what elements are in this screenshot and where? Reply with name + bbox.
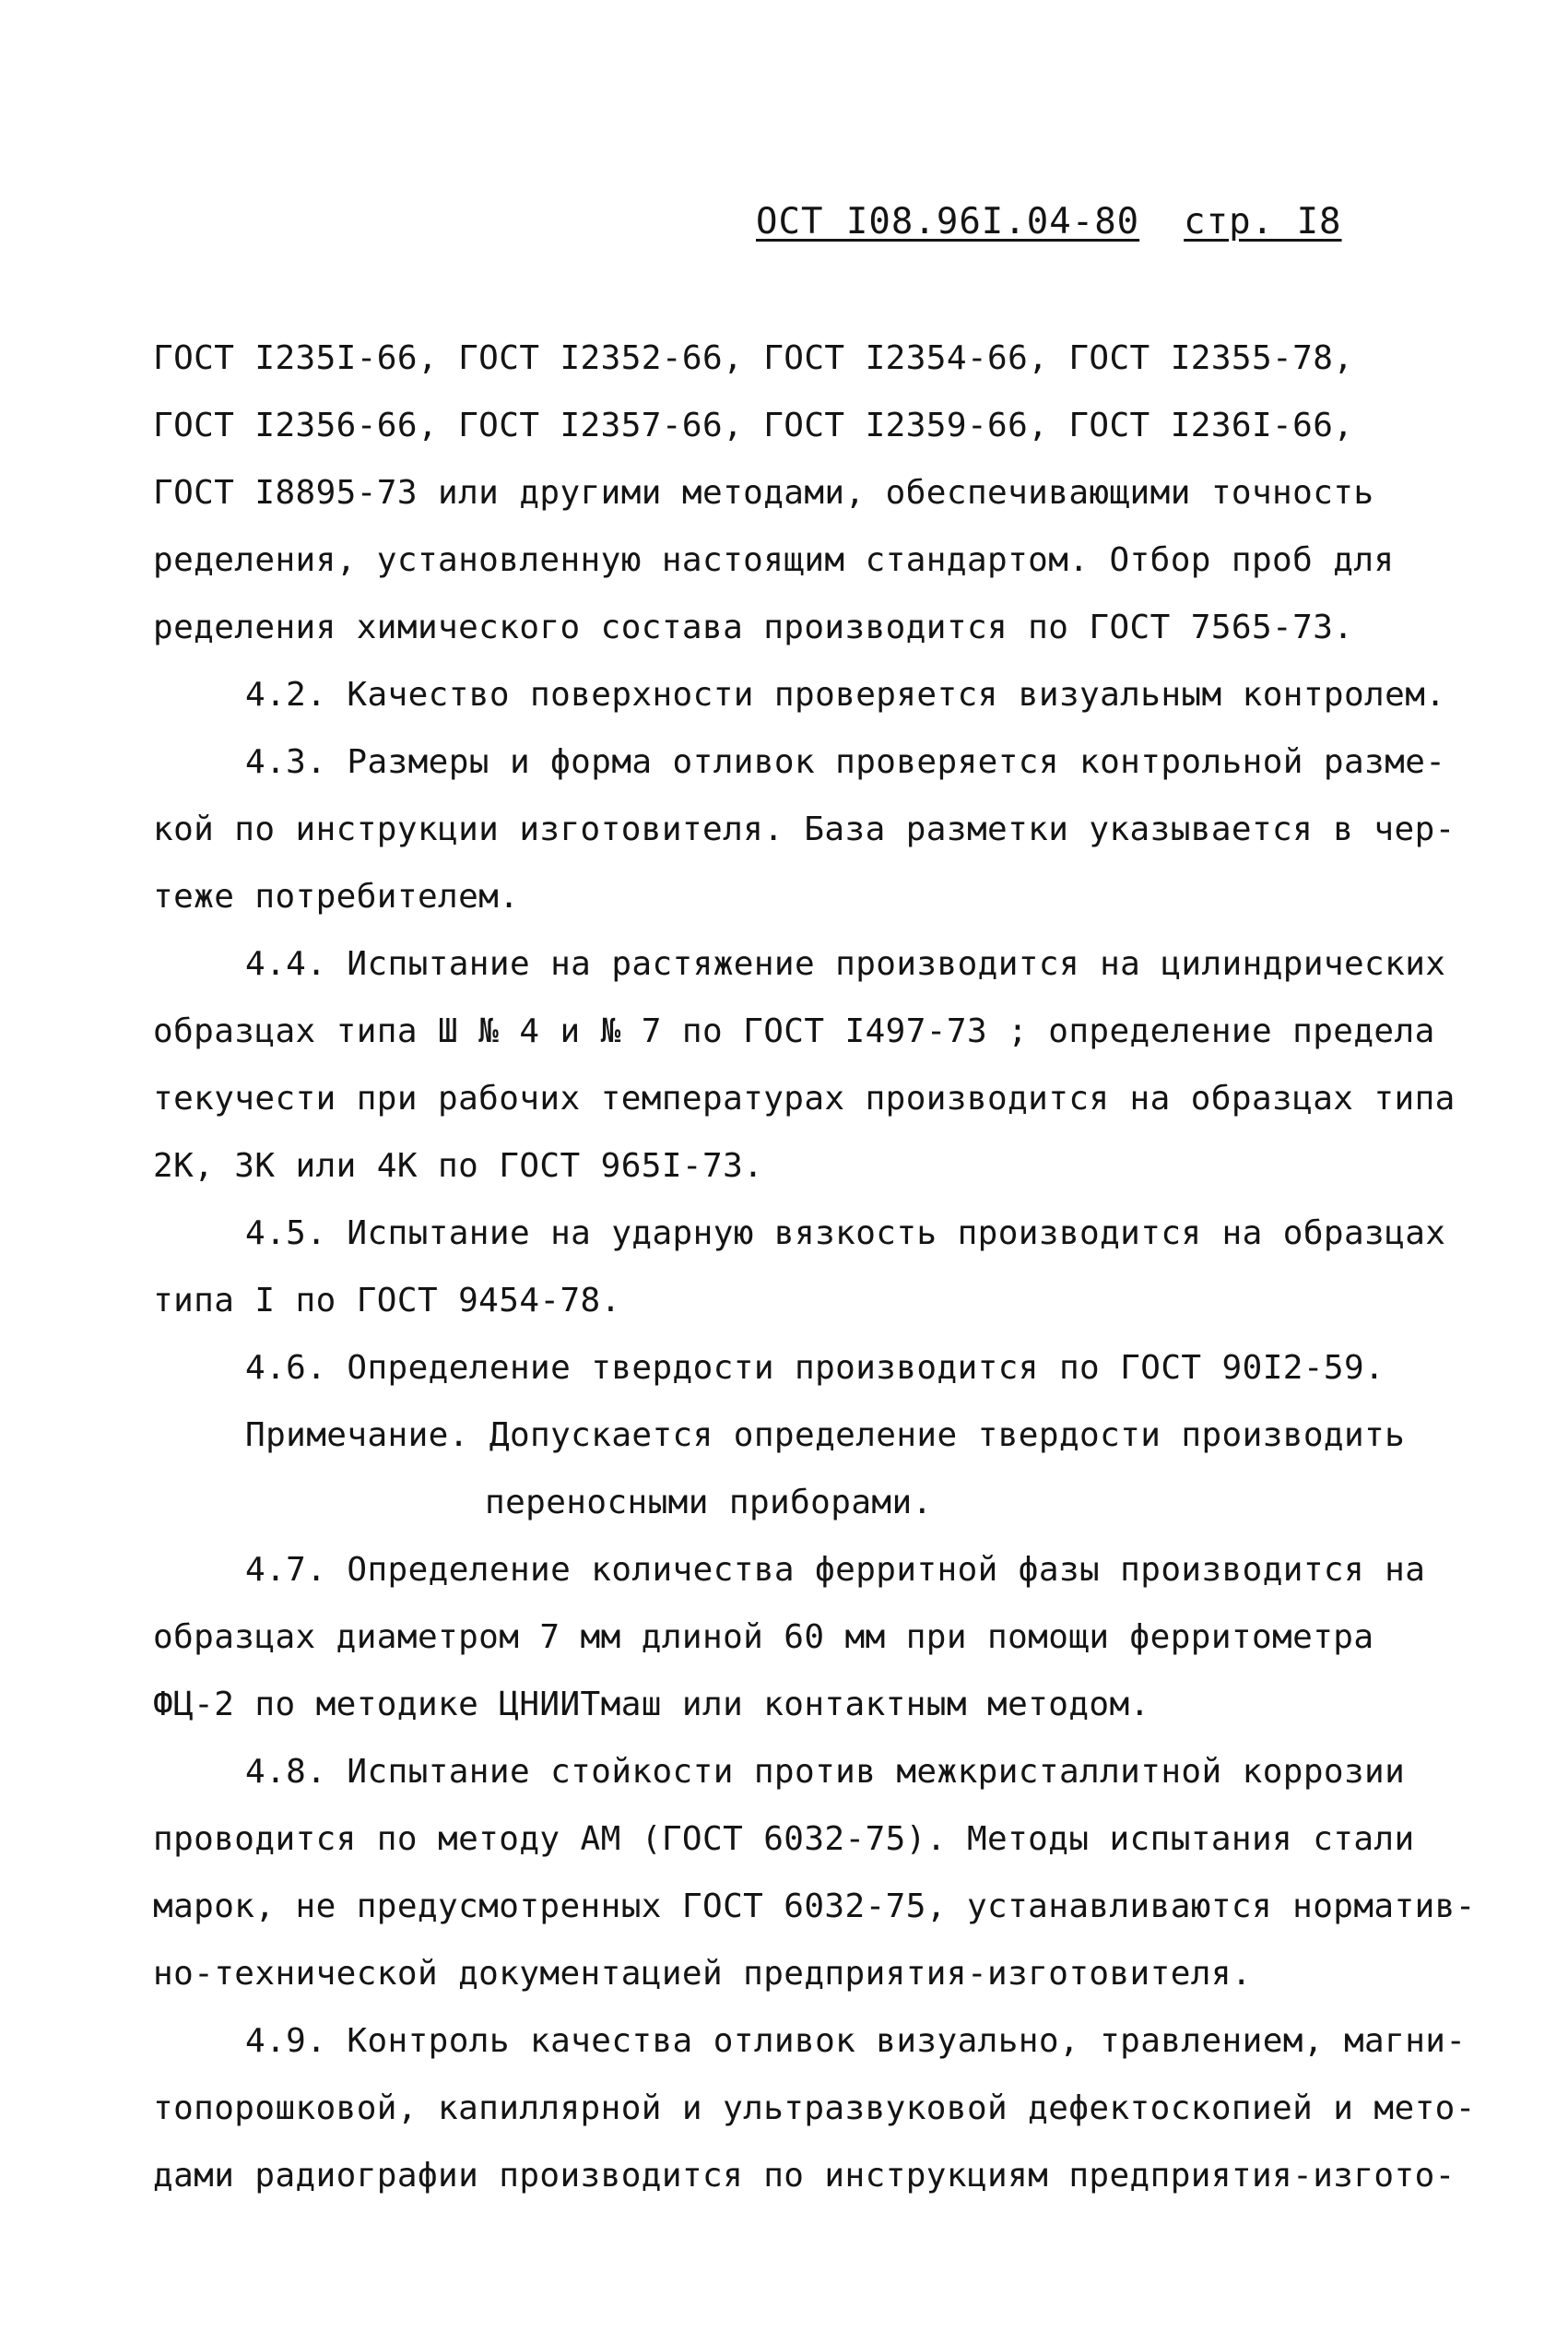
text-line: ределения, установленную настоящим стандартом. Отбор проб для [153,541,1395,579]
text-line: кой по инструкции изготовителя. База разметки указывается в чер- [153,811,1456,848]
text-line: проводится по методу АМ (ГОСТ 6032-75). Методы испытания стали [153,1820,1415,1858]
text-line: дами радиографии производится по инструкциям предприятия-изгото- [153,2157,1456,2195]
text-line: ГОСТ I235I-66, ГОСТ I2352-66, ГОСТ I2354-66, ГОСТ I2355-78, [153,339,1354,377]
page-number: стр. I8 [1184,201,1342,243]
clause-4-9: 4.9. Контроль качества отливок визуально, травлением, магни- [245,2022,1467,2060]
clause-4-2: 4.2. Качество поверхности проверяется визуальным контролем. [245,676,1446,714]
text-line: ределения химического состава производится по ГОСТ 7565-73. [153,609,1354,646]
page-header [756,201,1342,243]
text-line: типа I по ГОСТ 9454-78. [153,1282,621,1319]
text-line: ФЦ-2 по методике ЦНИИТмаш или контактным методом. [153,1686,1150,1723]
clause-4-6: 4.6. Определение твердости производится по ГОСТ 90I2-59. [245,1349,1385,1387]
clause-4-4: 4.4. Испытание на растяжение производится на цилиндрических [245,945,1446,983]
text-line: марок, не предусмотренных ГОСТ 6032-75, устанавливаются норматив- [153,1887,1476,1925]
text-line: ГОСТ I8895-73 или другими методами, обеспечивающими точность [153,474,1374,512]
document-code: ОСТ I08.96I.04-80 [756,201,1140,243]
body-text [153,325,1476,2209]
text-line: ГОСТ I2356-66, ГОСТ I2357-66, ГОСТ I2359-66, ГОСТ I236I-66, [153,407,1354,444]
clause-4-8: 4.8. Испытание стойкости против межкристаллитной коррозии [245,1753,1406,1791]
note: Примечание. Допускается определение твердости производить [245,1416,1406,1454]
clause-4-7: 4.7. Определение количества ферритной фазы производится на [245,1551,1426,1589]
text-line: образцах диаметром 7 мм длиной 60 мм при помощи ферритометра [153,1618,1374,1656]
clause-4-5: 4.5. Испытание на ударную вязкость производится на образцах [245,1214,1446,1252]
text-line: текучести при рабочих температурах производится на образцах типа [153,1080,1456,1118]
text-line: образцах типа Ш № 4 и № 7 по ГОСТ I497-73 ; определение предела [153,1012,1435,1050]
clause-4-3: 4.3. Размеры и форма отливок проверяется контрольной разме- [245,743,1446,781]
text-line: 2К, 3К или 4К по ГОСТ 965I-73. [153,1147,764,1185]
text-line: топорошковой, капиллярной и ультразвуковой дефектоскопией и мето- [153,2089,1476,2127]
note-continuation: переносными приборами. [485,1484,933,1521]
text-line: теже потребителем. [153,878,520,916]
text-line: но-технической документацией предприятия-изготовителя. [153,1955,1252,1993]
